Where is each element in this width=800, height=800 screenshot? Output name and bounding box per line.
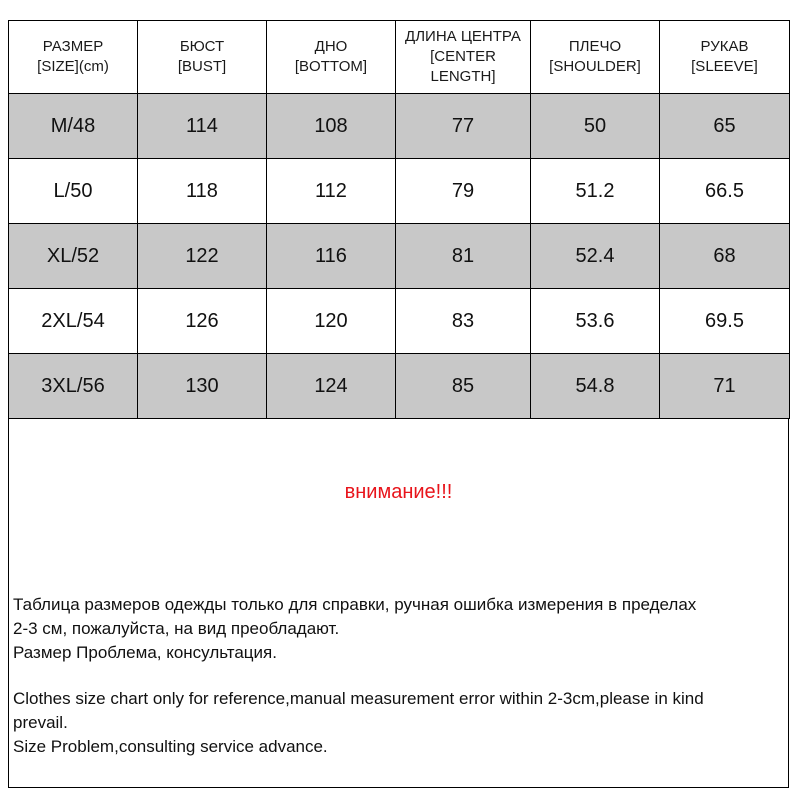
cell-size: L/50 — [9, 159, 138, 224]
header-center-length-en-2: LENGTH] — [430, 68, 496, 85]
header-size — [9, 21, 138, 94]
cell-sleeve: 66.5 — [660, 159, 790, 224]
note-ru-line-2: 2-3 см, пожалуйста, на вид преобладают. — [13, 619, 340, 638]
note-en-line-1: Clothes size chart only for reference,manual measurement error within 2-3cm,please in kind — [13, 689, 704, 708]
cell-shoulder: 51.2 — [531, 159, 660, 224]
header-sleeve — [660, 21, 790, 94]
header-shoulder — [531, 21, 660, 94]
table-row — [9, 354, 790, 419]
header-bust-ru: БЮСТ — [179, 38, 225, 55]
attention-heading: внимание!!! — [344, 481, 453, 503]
cell-sleeve: 65 — [660, 94, 790, 159]
size-table — [8, 20, 790, 419]
cell-bottom: 108 — [267, 94, 396, 159]
cell-sleeve: 68 — [660, 224, 790, 289]
cell-size: XL/52 — [9, 224, 138, 289]
note-en-line-3: Size Problem,consulting service advance. — [13, 737, 328, 756]
header-bottom-ru: ДНО — [314, 38, 348, 55]
cell-center-length: 79 — [396, 159, 531, 224]
cell-shoulder: 50 — [531, 94, 660, 159]
cell-size: M/48 — [9, 94, 138, 159]
cell-bust: 118 — [138, 159, 267, 224]
cell-center-length: 81 — [396, 224, 531, 289]
cell-bust: 122 — [138, 224, 267, 289]
header-center-length-en-1: [CENTER — [430, 48, 496, 65]
notice-section — [9, 417, 788, 787]
cell-bust: 130 — [138, 354, 267, 419]
cell-bottom: 124 — [267, 354, 396, 419]
table-row — [9, 289, 790, 354]
cell-bottom: 116 — [267, 224, 396, 289]
cell-bust: 126 — [138, 289, 267, 354]
cell-sleeve: 69.5 — [660, 289, 790, 354]
size-chart-sheet — [8, 20, 789, 788]
header-shoulder-ru: ПЛЕЧО — [568, 38, 622, 55]
cell-size: 2XL/54 — [9, 289, 138, 354]
header-bottom-en: [BOTTOM] — [294, 58, 368, 75]
note-ru-line-1: Таблица размеров одежды только для справки, ручная ошибка измерения в пределах — [13, 595, 697, 614]
header-bust-en: [BUST] — [177, 58, 227, 75]
header-size-ru: РАЗМЕР — [42, 38, 104, 55]
cell-bottom: 112 — [267, 159, 396, 224]
header-sleeve-en: [SLEEVE] — [691, 58, 758, 75]
note-en-line-2: prevail. — [13, 713, 68, 732]
note-russian — [13, 593, 783, 665]
cell-shoulder: 53.6 — [531, 289, 660, 354]
header-center-length — [396, 21, 531, 94]
cell-sleeve: 71 — [660, 354, 790, 419]
cell-size: 3XL/56 — [9, 354, 138, 419]
table-row — [9, 224, 790, 289]
table-row — [9, 159, 790, 224]
note-ru-line-3: Размер Проблема, консультация. — [13, 643, 277, 662]
cell-center-length: 83 — [396, 289, 531, 354]
cell-shoulder: 54.8 — [531, 354, 660, 419]
cell-center-length: 85 — [396, 354, 531, 419]
cell-bust: 114 — [138, 94, 267, 159]
header-bust — [138, 21, 267, 94]
header-center-length-ru: ДЛИНА ЦЕНТРА — [405, 28, 521, 45]
header-bottom — [267, 21, 396, 94]
header-sleeve-ru: РУКАВ — [700, 38, 749, 55]
header-size-en: [SIZE](cm) — [37, 58, 109, 75]
cell-shoulder: 52.4 — [531, 224, 660, 289]
header-shoulder-en: [SHOULDER] — [549, 58, 641, 75]
table-header-row — [9, 21, 790, 94]
cell-center-length: 77 — [396, 94, 531, 159]
cell-bottom: 120 — [267, 289, 396, 354]
note-english — [13, 687, 783, 759]
table-row — [9, 94, 790, 159]
